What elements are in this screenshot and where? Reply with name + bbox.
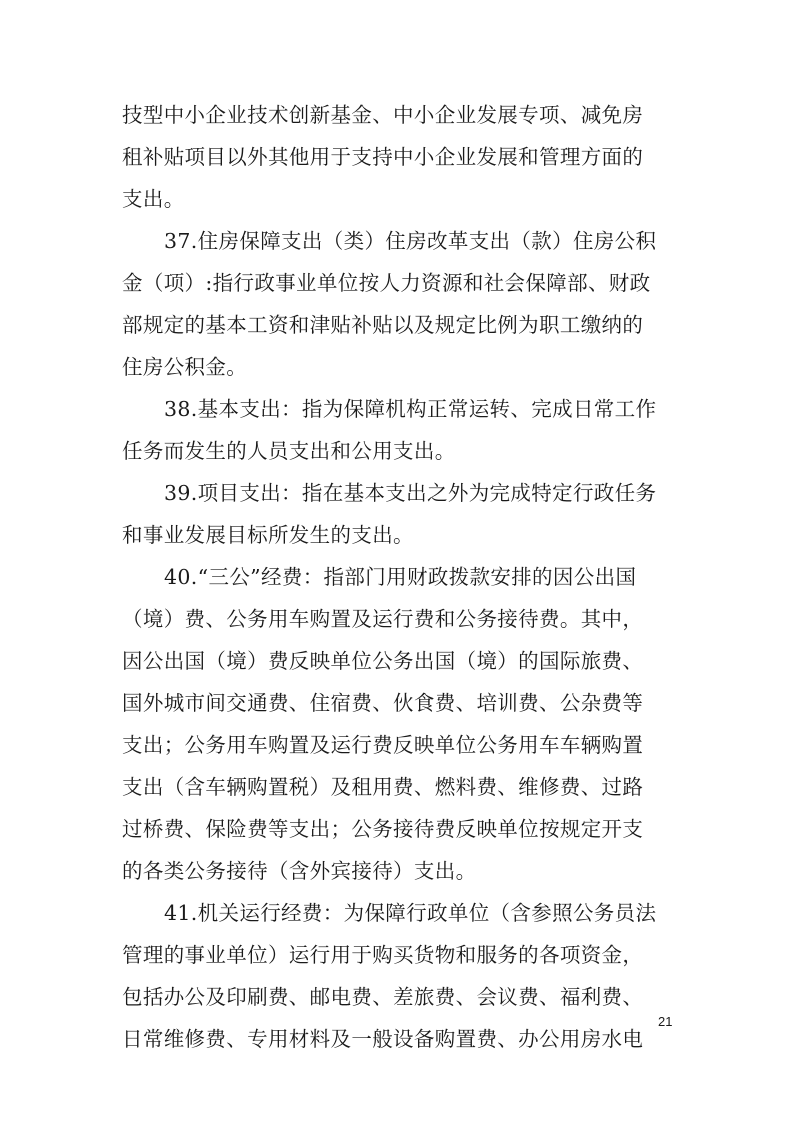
text-line: 部规定的基本工资和津贴补贴以及规定比例为职工缴纳的 [122,313,644,337]
text-line: 包括办公及印刷费、邮电费、差旅费、会议费、福利费、 [122,985,644,1009]
paragraph-41-start: 41.机关运行经费：为保障行政单位（含参照公务员法 [164,901,657,925]
text-line: 住房公积金。 [122,355,248,379]
text-line: 技型中小企业技术创新基金、中小企业发展专项、减免房 [122,103,644,127]
text-line: 支出；公务用车购置及运行费反映单位公务用车车辆购置 [122,733,644,757]
text-line: 因公出国（境）费反映单位公务出国（境）的国际旅费、 [122,649,644,673]
text-line: 的各类公务接待（含外宾接待）支出。 [122,859,477,883]
text-line: 任务而发生的人员支出和公用支出。 [122,439,456,463]
text-line: 日常维修费、专用材料及一般设备购置费、办公用房水电 [122,1027,644,1051]
paragraph-38-start: 38.基本支出：指为保障机构正常运转、完成日常工作 [164,397,657,421]
text-line: 支出。 [122,187,185,211]
text-line: 支出（含车辆购置税）及租用费、燃料费、维修费、过路 [122,775,644,799]
paragraph-37-start: 37.住房保障支出（类）住房改革支出（款）住房公积 [164,229,657,253]
text-line: 和事业发展目标所发生的支出。 [122,523,414,547]
paragraph-40-start: 40.“三公”经费：指部门用财政拨款安排的因公出国 [164,565,637,589]
text-line: 国外城市间交通费、住宿费、伙食费、培训费、公杂费等 [122,691,644,715]
text-line: 过桥费、保险费等支出；公务接待费反映单位按规定开支 [122,817,644,841]
text-line: （境）费、公务用车购置及运行费和公务接待费。其中， [122,607,644,631]
page-number: 21 [658,1014,673,1029]
text-line: 管理的事业单位）运行用于购买货物和服务的各项资金， [122,943,644,967]
text-line: 金（项）:指行政事业单位按人力资源和社会保障部、财政 [122,271,651,295]
text-line: 租补贴项目以外其他用于支持中小企业发展和管理方面的 [122,145,644,169]
paragraph-39-start: 39.项目支出：指在基本支出之外为完成特定行政任务 [164,481,657,505]
